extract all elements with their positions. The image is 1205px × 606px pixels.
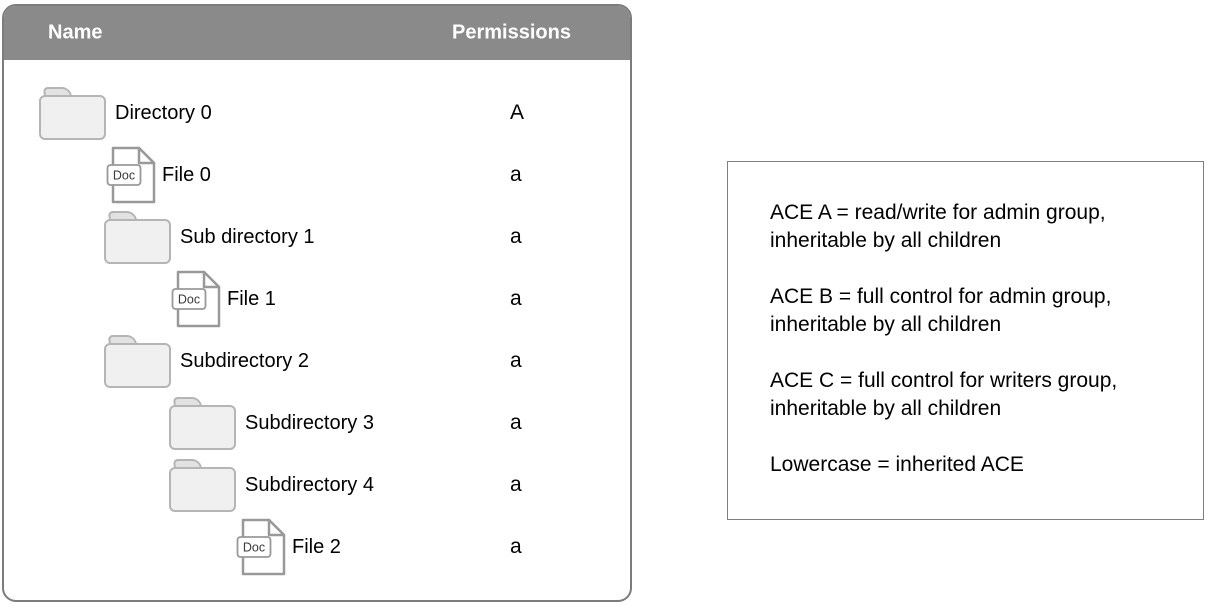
permission-value: a [510,473,522,496]
legend-text: inheritable by all children [770,397,1002,420]
legend-text: inheritable by all children [770,229,1002,252]
folder-body [104,343,171,388]
item-name: Subdirectory 2 [180,349,309,372]
legend-item-ace-c [770,367,1183,423]
table-row [4,330,630,392]
ace-legend-box [727,161,1204,520]
folder-icon [39,87,106,140]
item-name: File 2 [292,535,341,558]
item-name: File 1 [227,287,276,310]
column-header-permissions: Permissions [452,21,571,44]
legend-text: ACE C = full control for writers group, [770,369,1118,392]
table-row [4,82,630,144]
name-cell [4,87,212,140]
item-name: Directory 0 [115,101,212,124]
doc-badge-text: Doc [177,292,201,307]
legend-item-lowercase [770,451,1183,479]
file-tree-panel [2,4,632,602]
document-icon [106,146,156,204]
name-cell [171,270,276,328]
folder-icon [169,397,236,450]
permission-value: a [510,349,522,372]
column-header-name: Name [48,21,103,44]
legend-text: Lowercase = inherited ACE [770,453,1024,476]
name-cell [4,397,374,450]
table-row [4,454,630,516]
name-cell [236,518,341,576]
permission-value: a [510,535,522,558]
permission-value: a [510,411,522,434]
permission-value: a [510,163,522,186]
permission-value: a [510,287,522,310]
legend-item-ace-b [770,283,1183,339]
document-icon [236,518,286,576]
folder-body [169,405,236,450]
legend-text: ACE B = full control for admin group, [770,285,1112,308]
folder-body [169,467,236,512]
name-cell [4,211,315,264]
name-cell [4,459,374,512]
folder-body [104,219,171,264]
doc-badge-text: Doc [242,540,266,555]
item-name: Sub directory 1 [180,225,315,248]
folder-icon [104,335,171,388]
permission-value: A [510,101,525,124]
folder-icon [104,211,171,264]
legend-text: inheritable by all children [770,313,1002,336]
name-cell [4,335,309,388]
legend-item-ace-a [770,199,1183,255]
legend-text: ACE A = read/write for admin group, [770,201,1106,224]
table-row [4,268,630,330]
table-header [4,6,630,60]
item-name: Subdirectory 4 [245,473,374,496]
folder-icon [169,459,236,512]
table-row [4,144,630,206]
folder-body [39,95,106,140]
doc-badge-text: Doc [112,168,136,183]
name-cell [106,146,211,204]
table-row [4,392,630,454]
item-name: File 0 [162,163,211,186]
document-icon [171,270,221,328]
table-row [4,206,630,268]
table-row [4,516,630,578]
permission-value: a [510,225,522,248]
table-body [4,60,630,578]
item-name: Subdirectory 3 [245,411,374,434]
